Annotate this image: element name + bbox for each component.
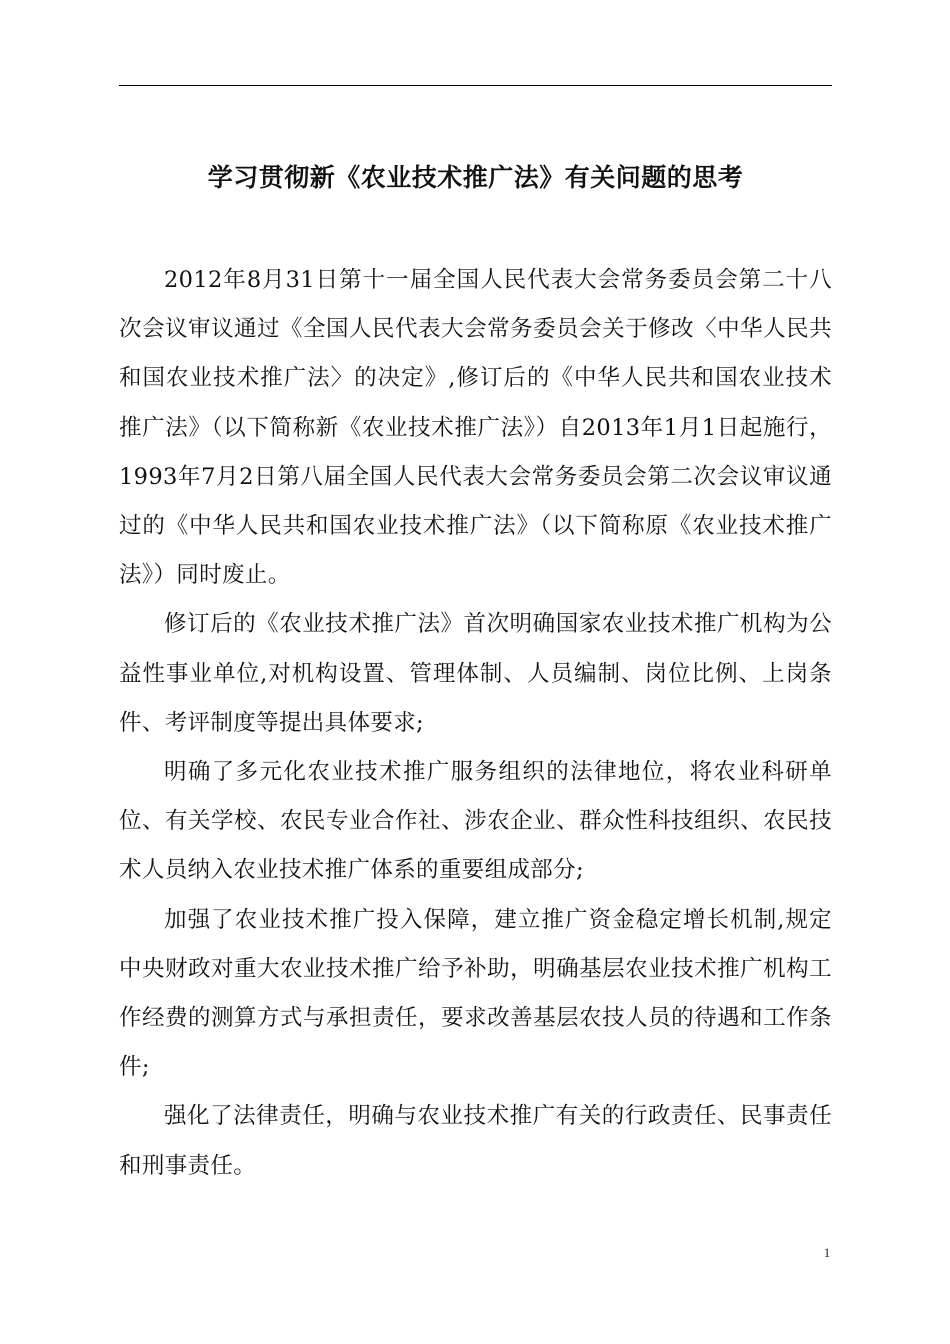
paragraph-2: 修订后的《农业技术推广法》首次明确国家农业技术推广机构为公益性事业单位,对机构设置、管理体制、人员编制、岗位比例、上岗条件、考评制度等提出具体要求; xyxy=(119,611,832,736)
paragraph-5: 强化了法律责任，明确与农业技术推广有关的行政责任、民事责任和刑事责任。 xyxy=(119,1103,832,1179)
document-body xyxy=(119,256,832,1191)
page-number: 1 xyxy=(823,1245,831,1260)
document-title: 学习贯彻新《农业技术推广法》有关问题的思考 xyxy=(207,163,744,192)
paragraph-1: 2012年8月31日第十一届全国人民代表大会常务委员会第二十八次会议审议通过《全国人民代表大会常务委员会关于修改〈中华人民共和国农业技术推广法〉的决定》,修订后的《中华人民共和国农业技术推广法》（以下简称新《农业技术推广法》）自2013年1月1日起施行，1993年7月2日第八届全国人民代表大会常务委员会第二次会议审议通过的《中华人民共和国农业技术推广法》（以下简称原《农业技术推广法》）同时废止。 xyxy=(119,267,832,589)
paragraph-4: 加强了农业技术推广投入保障，建立推广资金稳定增长机制,规定中央财政对重大农业技术推广给予补助，明确基层农业技术推广机构工作经费的测算方式与承担责任，要求改善基层农技人员的待遇和工作条件; xyxy=(119,906,832,1081)
paragraph-3: 明确了多元化农业技术推广服务组织的法律地位，将农业科研单位、有关学校、农民专业合作社、涉农企业、群众性科技组织、农民技术人员纳入农业技术推广体系的重要组成部分; xyxy=(119,759,832,884)
header-rule xyxy=(119,85,832,86)
